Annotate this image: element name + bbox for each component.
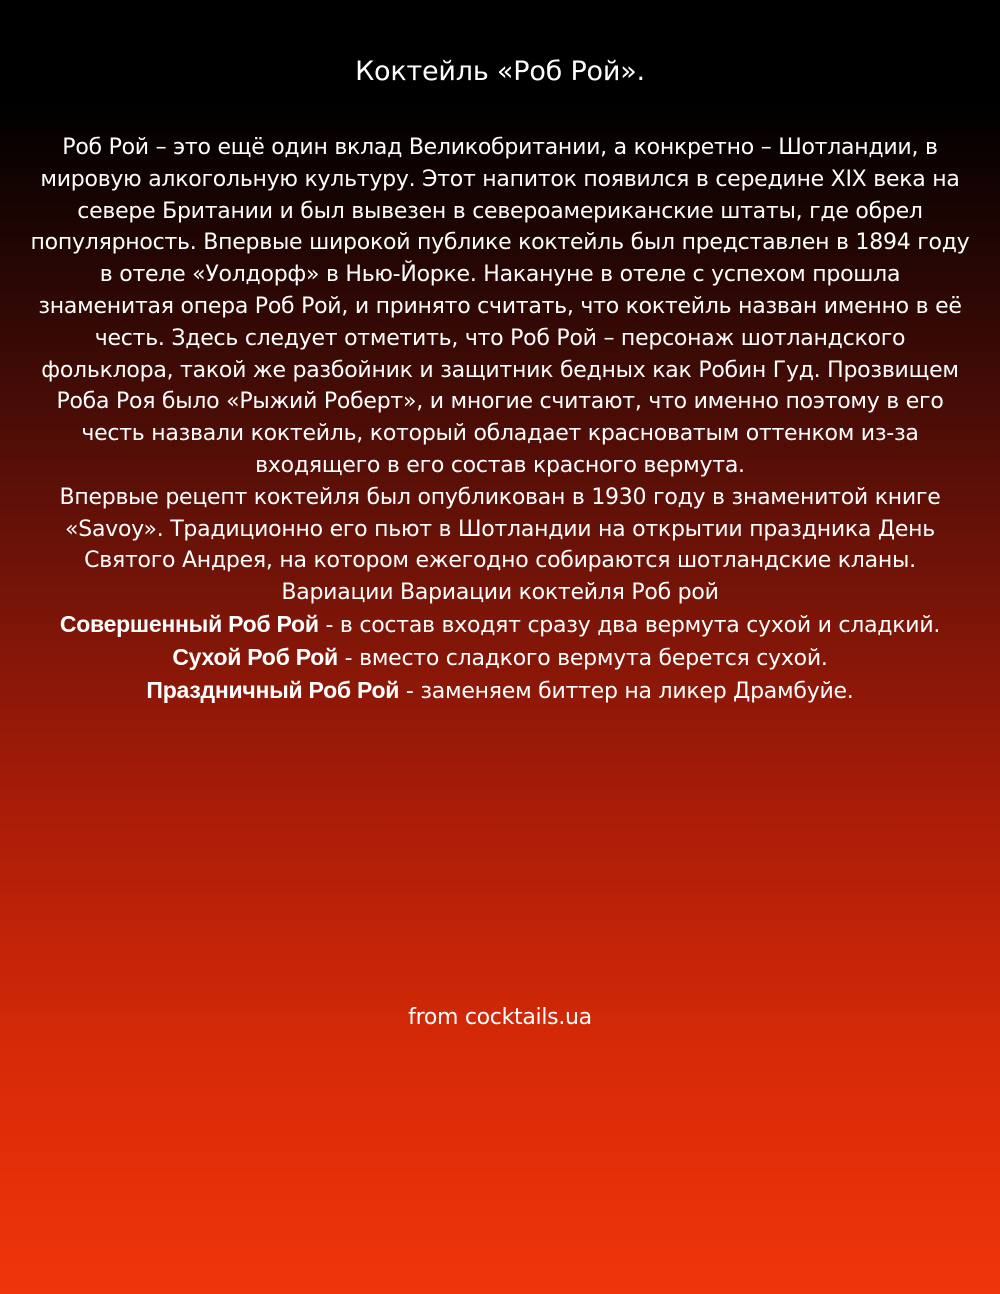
- variation-item: [30, 642, 970, 675]
- variation-item: [30, 675, 970, 708]
- variation-name: Праздничный Роб Рой: [146, 676, 400, 703]
- variation-description: - заменяем биттер на ликер Драмбуйе.: [399, 678, 854, 704]
- source-credit: from cocktails.ua: [408, 1005, 592, 1030]
- document-body: [30, 132, 970, 707]
- paragraph-recipe: Впервые рецепт коктейля был опубликован в 1930 году в знаменитой книге «Savoy». Традиционно его пьют в Шотландии на открытии праздника День Святого Андрея, на котором ежегодно собираются шотландские кланы.: [59, 484, 941, 574]
- variation-item: [30, 609, 970, 642]
- variation-name: Сухой Роб Рой: [172, 643, 338, 670]
- variation-description: - в состав входят сразу два вермута сухой и сладкий.: [318, 612, 941, 638]
- variations-heading: Вариации Вариации коктейля Роб рой: [281, 580, 719, 606]
- document-title: Коктейль «Роб Рой».: [355, 56, 645, 87]
- variation-name: Совершенный Роб Рой: [59, 610, 319, 637]
- paragraph-history: Роб Рой – это ещё один вклад Великобритании, а конкретно – Шотландии, в мировую алкогольную культуру. Этот напиток появился в середине XIX века на севере Британии и был вывезен в североамериканские штаты, где обрел популярность. Впервые широкой публике коктейль был представлен в 1894 году в отеле «Уолдорф» в Нью-Йорке. Накануне в отеле с успехом прошла знаменитая опера Роб Рой, и принято считать, что коктейль назван именно в её честь. Здесь следует отметить, что Роб Рой – персонаж шотландского фольклора, такой же разбойник и защитник бедных как Робин Гуд. Прозвищем Роба Роя было «Рыжий Роберт», и многие считают, что именно поэтому в его честь назвали коктейль, который обладает красноватым оттенком из-за входящего в его состав красного вермута.: [30, 135, 970, 478]
- variation-description: - вместо сладкого вермута берется сухой.: [337, 645, 828, 671]
